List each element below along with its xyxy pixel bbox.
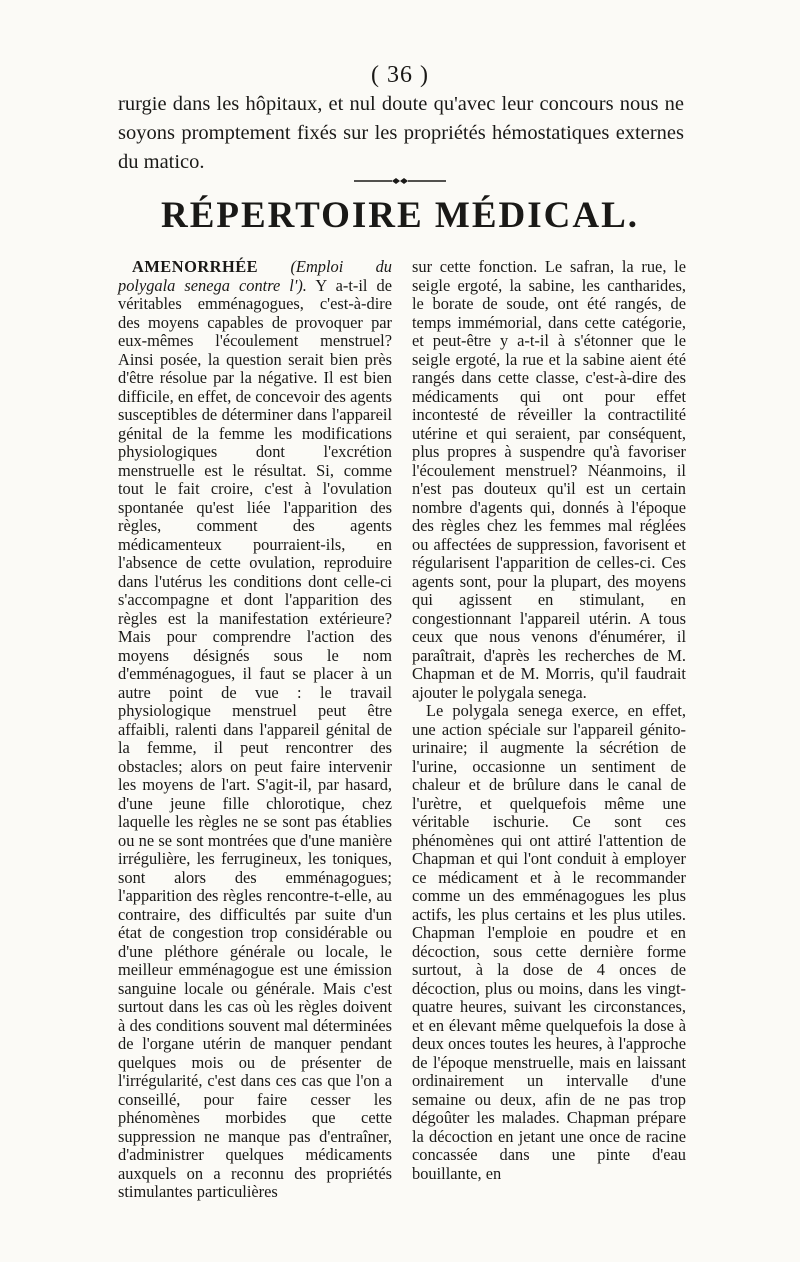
article-paragraph-1: [118, 258, 392, 1202]
entry-subtitle: (Emploi du polygala senega contre l').: [118, 257, 392, 295]
article-text-left: Y a-t-il de véritables emménagogues, c'est-à-dire des moyens capables de provoquer par eux-mêmes l'écoulement menstruel? Ainsi posée, la question serait bien près d'être résolue par la négative. Il est bien difficile, en effet, de concevoir des agents susceptibles de déterminer dans l'appareil génital de la femme les modifications physiologiques dont l'excrétion menstruelle est le résultat. Si, comme tout le fait croire, c'est à l'ovulation spontanée qu'est liée l'apparition des règles, comment des agents médicamenteux pourraient-ils, en l'absence de cette ovulation, reproduire dans l'utérus les conditions dont celle-ci s'accompagne et dont l'apparition des règles est la manifestation extérieure? Mais pour comprendre l'action des moyens désignés sous le nom d'emménagogues, il faut se placer à un autre point de vue : le travail physiologique menstruel peut être affaibli, ralenti dans l'appareil génital de la femme, il peut rencontrer des obstacles; alors on peut faire intervenir les moyens de l'art. S'agit-il, par hasard, d'une jeune fille chlorotique, chez laquelle les règles ne se sont pas établies ou ne se sont montrées que d'une manière irrégulière, les ferrugineux, les toniques, sont alors des emménagogues; l'apparition des règles rencontre-t-elle, au contraire, des difficultés par suite d'un état de congestion trop considérable ou d'une pléthore générale ou locale, le meilleur emménagogue est une émission sanguine locale ou générale. Mais c'est surtout dans les cas où les règles doivent à des conditions souvent mal déterminées de l'organe utérin de manquer pendant quelques mois ou de présenter de l'irrégularité, c'est dans ces cas que l'on a conseillé, pour faire cesser les phénomènes morbides que cette suppression ne manque pas d'entraîner, d'administrer quelques médicaments auxquels on a reconnu des propriétés stimulantes particulières: [118, 275, 393, 1201]
article-paragraph-continued: sur cette fonction. Le safran, la rue, le seigle ergoté, la sabine, les cantharides, le borate de soude, ont été rangés, de temps immémorial, dans cette catégorie, et peut-être y a-t-il à s'étonner que le seigle ergoté, la rue et la sabine aient été rangés dans cette classe, c'est-à-dire des médicaments qui ont pour effet incontesté de réveiller la contractilité utérine et qui seraient, par conséquent, plus propres à suspendre qu'à favoriser l'écoulement menstruel? Néanmoins, il n'est pas douteux qu'il est un certain nombre d'agents qui, donnés à l'époque des règles chez les femmes mal réglées ou affectées de suppression, favorisent et régularisent l'apparition de celles-ci. Ces agents sont, pour la plupart, des moyens qui agissent en stimulant, en congestionnant l'appareil utérin. A tous ceux que nous venons d'énumérer, il paraîtrait, d'après les recherches de M. Chapman et de M. Morris, qu'il faudrait ajouter le polygala senega.: [412, 257, 686, 702]
right-column: [412, 258, 686, 1183]
ornament-divider: [352, 176, 448, 186]
left-column: [118, 258, 392, 1202]
article-paragraph-2: Le polygala senega exerce, en effet, une action spéciale sur l'appareil génito-urinaire; il augmente la sécrétion de l'urine, occasionne un sentiment de chaleur et de brûlure dans le canal de l'urètre, et quelquefois même une véritable ischurie. Ce sont ces phénomènes qui ont attiré l'attention de Chapman et qui l'ont conduit à employer ce médicament et à le recommander comme un des emménagogues les plus actifs, les plus certains et les plus utiles. Chapman l'emploie en poudre et en décoction, sous cette dernière forme surtout, à la dose de 4 onces de décoction, plus ou moins, dans les vingt-quatre heures, suivant les circonstances, et en élevant même quelquefois la dose à deux onces toutes les heures, à l'approche de l'époque menstruelle, mais en laissant ordinairement un intervalle d'une semaine ou deux, afin de ne pas trop dégoûter les malades. Chapman prépare la décoction en jetant une once de racine concassée dans une pinte d'eau bouillante, en: [412, 701, 686, 1183]
section-heading: RÉPERTOIRE MÉDICAL.: [160, 195, 640, 236]
continuation-paragraph: rurgie dans les hôpitaux, et nul doute qu'avec leur concours nous ne soyons promptement fixés sur les propriétés hémostatiques externes du matico.: [118, 93, 684, 173]
entry-title: AMENORRHÉE: [132, 257, 259, 276]
page-number: ( 36 ): [371, 62, 429, 88]
